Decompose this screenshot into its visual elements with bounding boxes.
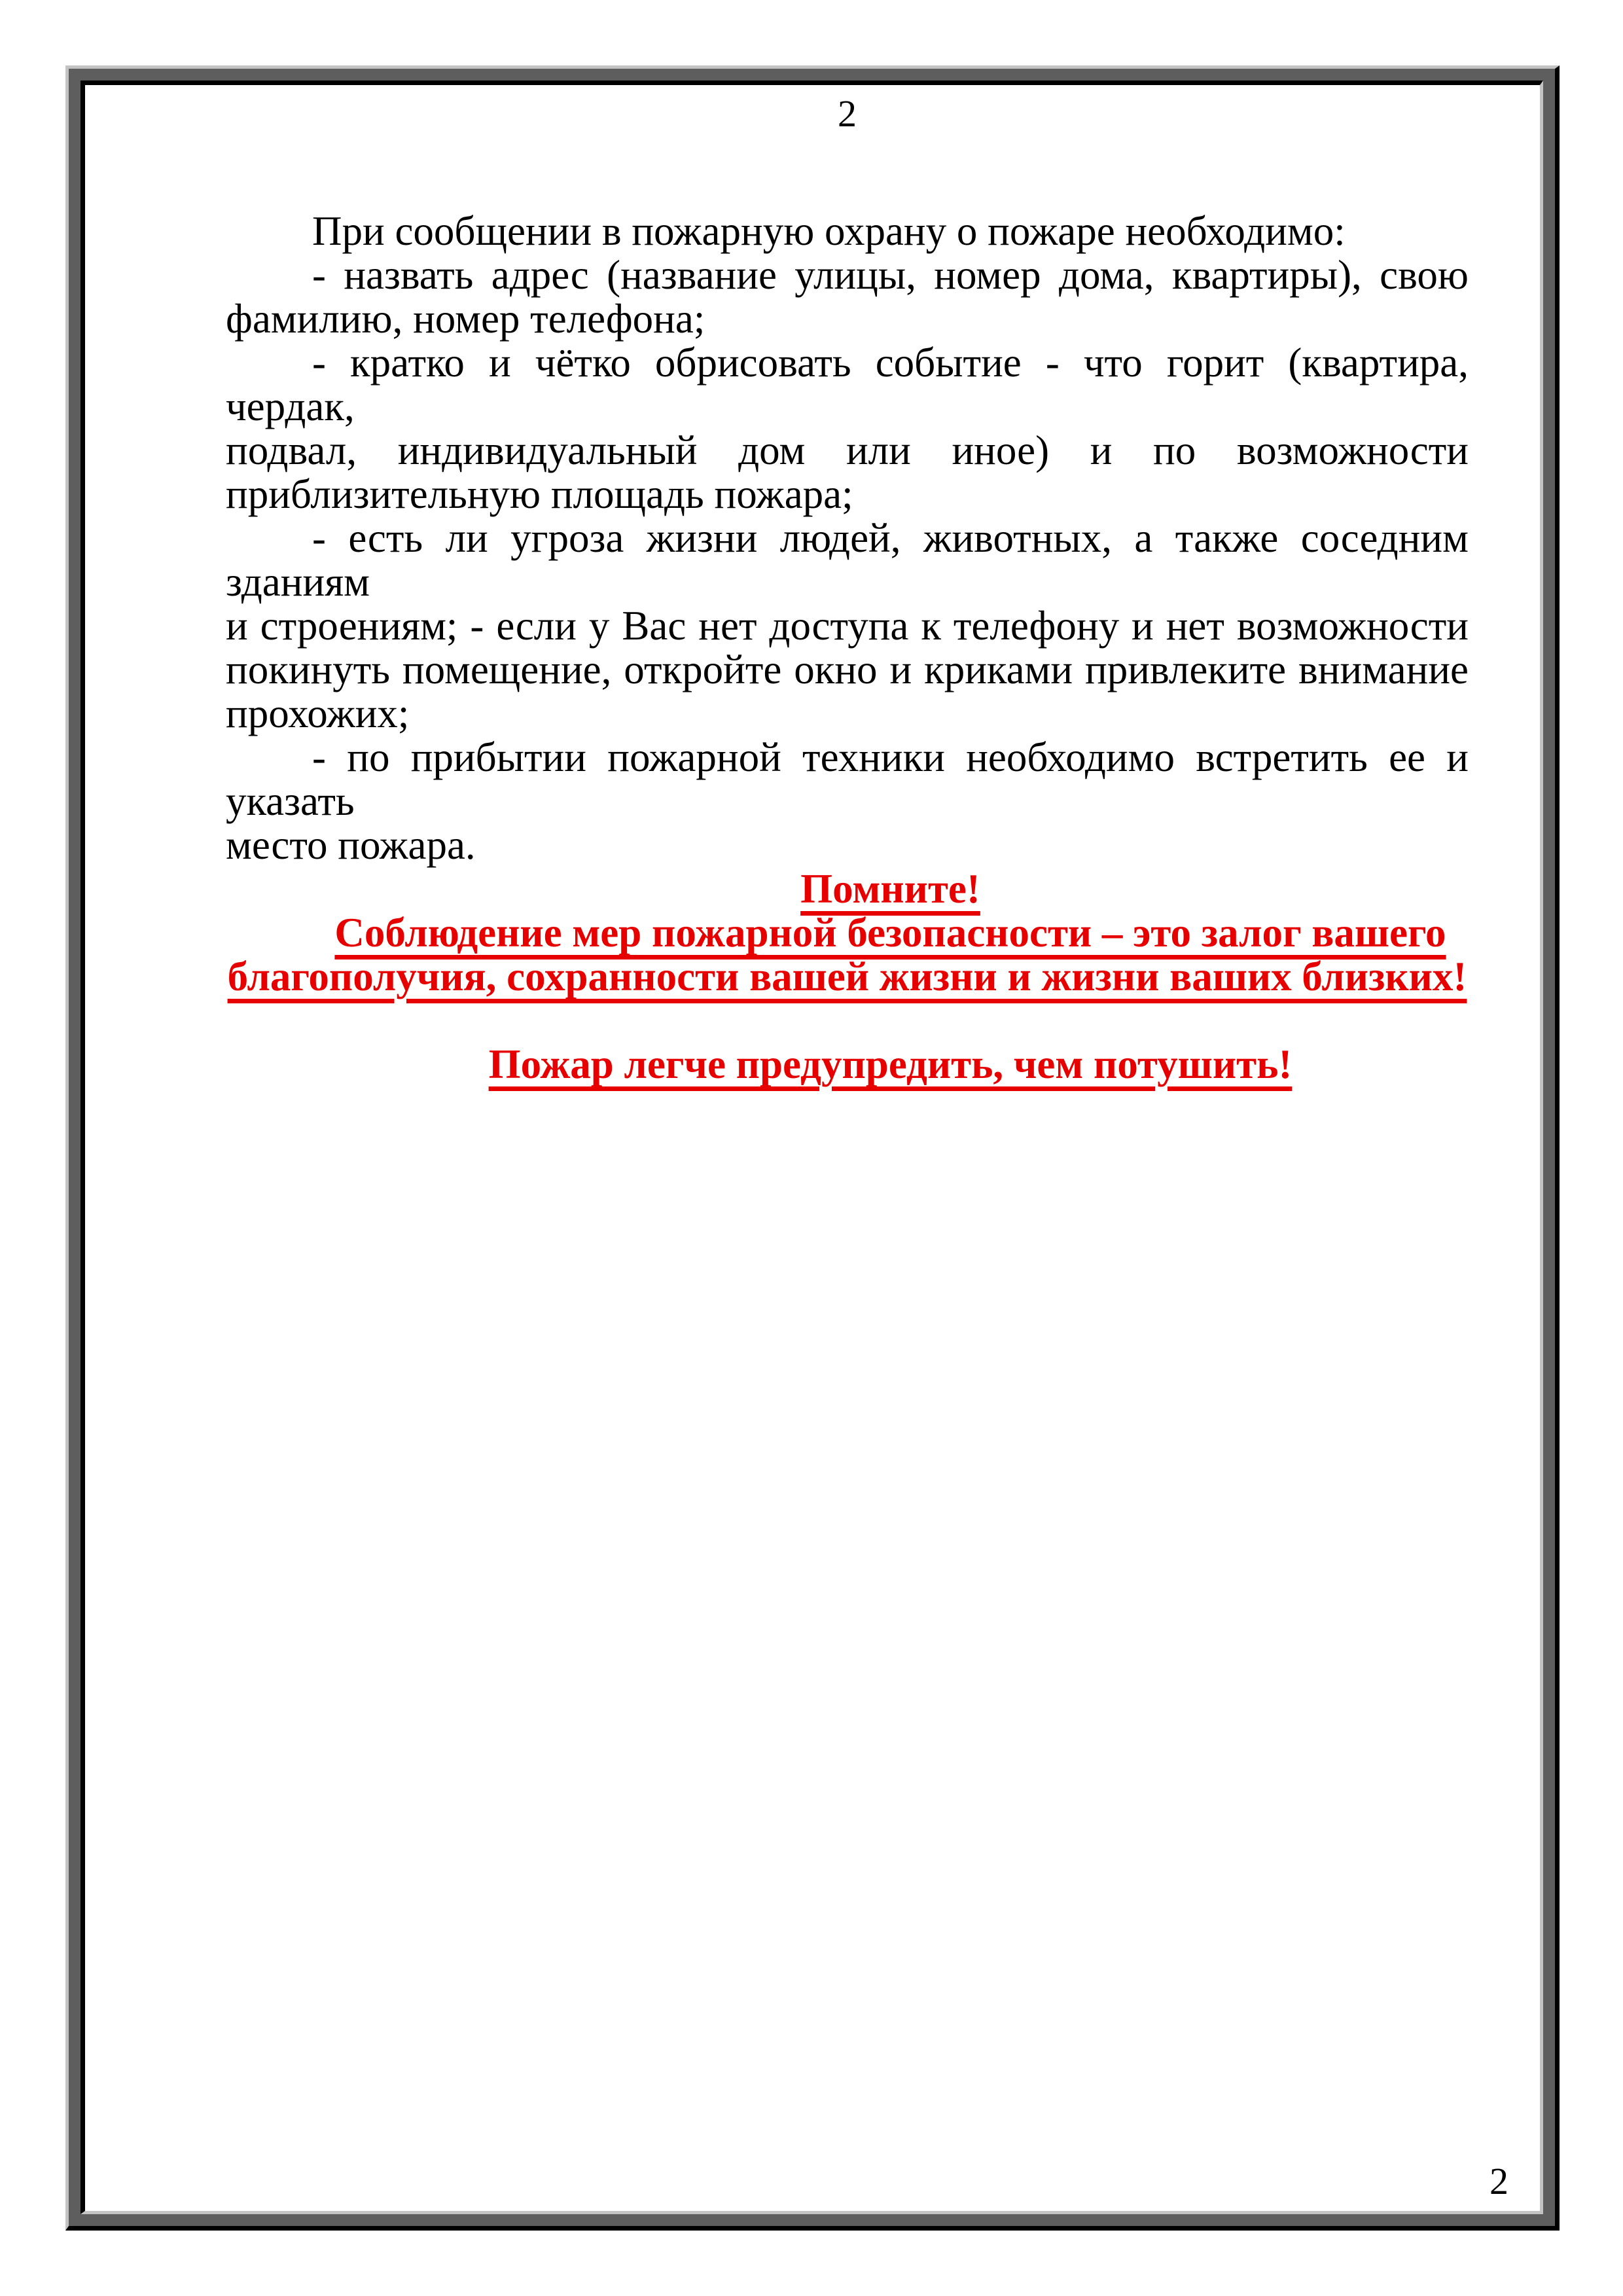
- body-line: приблизительную площадь пожара;: [226, 471, 853, 517]
- body-line: - по прибытии пожарной техники необходимо встретить ее и указать: [226, 734, 1469, 824]
- text-column: [85, 92, 1540, 1086]
- header-page-number: 2: [838, 92, 857, 135]
- page-border-frame-inner: [80, 81, 1543, 2214]
- body-line: место пожара.: [226, 822, 476, 868]
- page-border-frame: [65, 65, 1560, 2231]
- body-line: - назвать адрес (название улицы, номер дома, квартиры), свою: [312, 252, 1469, 298]
- body-line: подвал, индивидуальный дом или иное) и по возможности: [226, 427, 1469, 473]
- body-line: При сообщении в пожарную охрану о пожаре необходимо:: [312, 208, 1346, 254]
- body-line: прохожих;: [226, 691, 410, 736]
- page-border-frame-middle: [69, 69, 1555, 2226]
- red-heading-line: благополучия, сохранности вашей жизни и жизни ваших близких!: [227, 954, 1467, 999]
- body-line: и строениям; - если у Вас нет доступа к телефону и нет возможности: [226, 603, 1469, 649]
- body-line: покинуть помещение, откройте окно и криками привлеките внимание: [226, 647, 1469, 692]
- page-content: [85, 85, 1540, 2211]
- body-line: - есть ли угроза жизни людей, животных, а также соседним зданиям: [226, 515, 1469, 605]
- red-heading-line: Соблюдение мер пожарной безопасности – это залог вашего: [334, 910, 1446, 956]
- red-heading-line: Помните!: [800, 866, 980, 912]
- body-line: - кратко и чётко обрисовать событие - что горит (квартира, чердак,: [226, 340, 1469, 429]
- footer-page-number: 2: [1489, 2160, 1508, 2202]
- body-line: фамилию, номер телефона;: [226, 296, 705, 342]
- red-heading-line: Пожар легче предупредить, чем потушить!: [488, 1041, 1293, 1087]
